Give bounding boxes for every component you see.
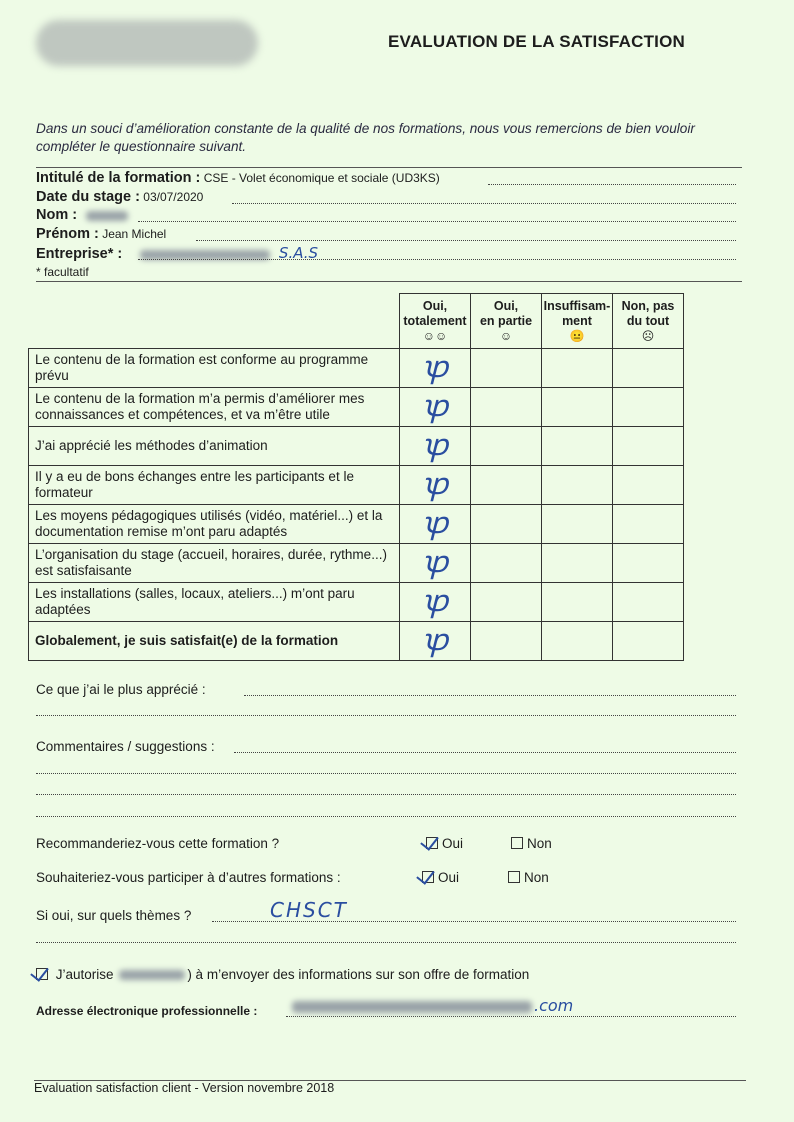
table-row: [29, 583, 684, 622]
field-formation: Intitulé de la formation : CSE - Volet économique et sociale (UD3KS): [36, 170, 440, 186]
answer-cell[interactable]: [542, 349, 613, 388]
handwritten-check-mark: ꝕ: [421, 584, 449, 619]
smiley-icon: 😐: [569, 328, 585, 343]
dotted-line: [234, 752, 736, 753]
answer-cell[interactable]: [471, 466, 542, 505]
dotted-line: [138, 221, 736, 222]
smiley-icon: ☺: [499, 328, 513, 343]
table-row: [29, 466, 684, 505]
recommander-oui[interactable]: Oui: [426, 836, 463, 851]
answer-cell[interactable]: [542, 466, 613, 505]
dotted-line: [286, 1016, 736, 1017]
answer-cell[interactable]: [542, 544, 613, 583]
satisfaction-table: [28, 293, 684, 661]
divider: [36, 167, 742, 168]
answer-cell[interactable]: [542, 622, 613, 661]
column-header-label: totalement: [403, 313, 467, 328]
column-header: [542, 294, 613, 349]
dotted-line: [36, 794, 736, 795]
email-value: .com: [292, 996, 573, 1016]
facultatif-note: * facultatif: [36, 265, 89, 279]
table-row: [29, 388, 684, 427]
answer-cell[interactable]: [613, 388, 684, 427]
intro-text: Dans un souci d’amélioration constante de la qualité de nos formations, nous vous remercions de bien vouloir compléter le questionnaire suivant.: [36, 121, 695, 154]
answer-cell[interactable]: [542, 583, 613, 622]
question-commentaires: Commentaires / suggestions :: [36, 739, 215, 754]
table-header-row: [29, 294, 684, 349]
column-header-label: Non, pas: [621, 298, 675, 313]
field-date: Date du stage : 03/07/2020: [36, 189, 204, 205]
question-text: Les moyens pédagogiques utilisés (vidéo, matériel...) et la documentation remise m’ont paru adaptés: [29, 505, 400, 544]
question-themes: Si oui, sur quels thèmes ?: [36, 908, 192, 923]
answer-cell[interactable]: [471, 583, 542, 622]
column-header: [613, 294, 684, 349]
question-text: L’organisation du stage (accueil, horaires, durée, rythme...) est satisfaisante: [29, 544, 400, 583]
dotted-line: [488, 184, 736, 185]
answer-cell[interactable]: [400, 583, 471, 622]
handwritten-check-mark: ꝕ: [421, 428, 449, 463]
column-header-label: du tout: [626, 313, 670, 328]
field-prenom: Prénom : Jean Michel: [36, 226, 167, 242]
dotted-line: [196, 240, 736, 241]
answer-cell[interactable]: [400, 388, 471, 427]
column-header-label: Insuffisam-: [543, 298, 611, 313]
checkbox-checked[interactable]: [36, 968, 48, 980]
question-text: Le contenu de la formation est conforme au programme prévu: [29, 349, 400, 388]
handwritten-check-mark: ꝕ: [421, 506, 449, 541]
checkbox-checked[interactable]: [426, 837, 438, 849]
checkbox[interactable]: [511, 837, 523, 849]
dotted-line: [36, 942, 736, 943]
table-row: [29, 349, 684, 388]
column-header-label: ment: [562, 313, 592, 328]
dotted-line: [36, 773, 736, 774]
answer-cell[interactable]: [613, 505, 684, 544]
header-blank: [29, 294, 400, 349]
answer-cell[interactable]: [471, 427, 542, 466]
answer-cell[interactable]: [471, 544, 542, 583]
answer-cell[interactable]: [400, 349, 471, 388]
question-text: Le contenu de la formation m’a permis d’améliorer mes connaissances et compétences, et va m’être utile: [29, 388, 400, 427]
column-header: [471, 294, 542, 349]
field-entreprise: Entreprise* : S.A.S: [36, 244, 319, 262]
handwritten-check-mark: ꝕ: [421, 467, 449, 502]
answer-cell[interactable]: [471, 622, 542, 661]
divider: [36, 281, 742, 282]
page-title: EVALUATION DE LA SATISFACTION: [388, 32, 685, 51]
dotted-line: [232, 203, 736, 204]
email-label: Adresse électronique professionnelle :: [36, 1004, 258, 1018]
question-participer: Souhaiteriez-vous participer à d’autres formations :: [36, 870, 341, 885]
answer-cell[interactable]: [613, 544, 684, 583]
answer-cell[interactable]: [471, 388, 542, 427]
answer-cell[interactable]: [400, 544, 471, 583]
question-text: Globalement, je suis satisfait(e) de la formation: [29, 622, 400, 661]
column-header-label: en partie: [479, 313, 533, 328]
answer-cell[interactable]: [613, 622, 684, 661]
recommander-non[interactable]: Non: [511, 836, 552, 851]
authorization-line: J’autorise ) à m’envoyer des informations sur son offre de formation: [36, 967, 529, 982]
participer-oui[interactable]: Oui: [422, 870, 459, 885]
handwritten-check-mark: ꝕ: [421, 350, 449, 385]
dotted-line: [36, 816, 736, 817]
dotted-line: [244, 695, 736, 696]
answer-cell[interactable]: [400, 427, 471, 466]
dotted-line: [138, 259, 736, 260]
handwritten-check-mark: ꝕ: [421, 545, 449, 580]
question-recommander: Recommanderiez-vous cette formation ?: [36, 836, 280, 851]
answer-cell[interactable]: [542, 505, 613, 544]
column-header-label: Oui,: [422, 298, 448, 313]
participer-non[interactable]: Non: [508, 870, 549, 885]
redacted-name: [86, 211, 128, 221]
answer-cell[interactable]: [400, 505, 471, 544]
answer-cell[interactable]: [471, 349, 542, 388]
footer-text: Evaluation satisfaction client - Version novembre 2018: [34, 1081, 335, 1095]
table-row: [29, 622, 684, 661]
answer-cell[interactable]: [613, 466, 684, 505]
redacted-email: [292, 1001, 532, 1013]
checkbox[interactable]: [508, 871, 520, 883]
answer-cell[interactable]: [613, 349, 684, 388]
column-header-label: Oui,: [493, 298, 519, 313]
table-row: [29, 544, 684, 583]
column-header: [400, 294, 471, 349]
redacted-company: [119, 970, 185, 980]
answer-cell[interactable]: [613, 583, 684, 622]
answer-cell[interactable]: [471, 505, 542, 544]
table-row: [29, 505, 684, 544]
smiley-icon: ☹: [641, 328, 655, 343]
question-apprecie: Ce que j’ai le plus apprécié :: [36, 682, 206, 697]
handwritten-check-mark: ꝕ: [421, 623, 449, 658]
field-nom: Nom :: [36, 207, 128, 223]
question-text: Les installations (salles, locaux, ateliers...) m’ont paru adaptées: [29, 583, 400, 622]
themes-handwritten: CHSCT: [270, 898, 348, 922]
smiley-icon: ☺☺: [422, 328, 448, 343]
answer-cell[interactable]: [542, 427, 613, 466]
company-logo: [36, 20, 258, 66]
answer-cell[interactable]: [542, 388, 613, 427]
dotted-line: [36, 715, 736, 716]
question-text: J’ai apprécié les méthodes d’animation: [29, 427, 400, 466]
handwritten-check-mark: ꝕ: [421, 389, 449, 424]
answer-cell[interactable]: [613, 427, 684, 466]
answer-cell[interactable]: [400, 622, 471, 661]
question-text: Il y a eu de bons échanges entre les participants et le formateur: [29, 466, 400, 505]
checkbox-checked[interactable]: [422, 871, 434, 883]
table-row: [29, 427, 684, 466]
answer-cell[interactable]: [400, 466, 471, 505]
